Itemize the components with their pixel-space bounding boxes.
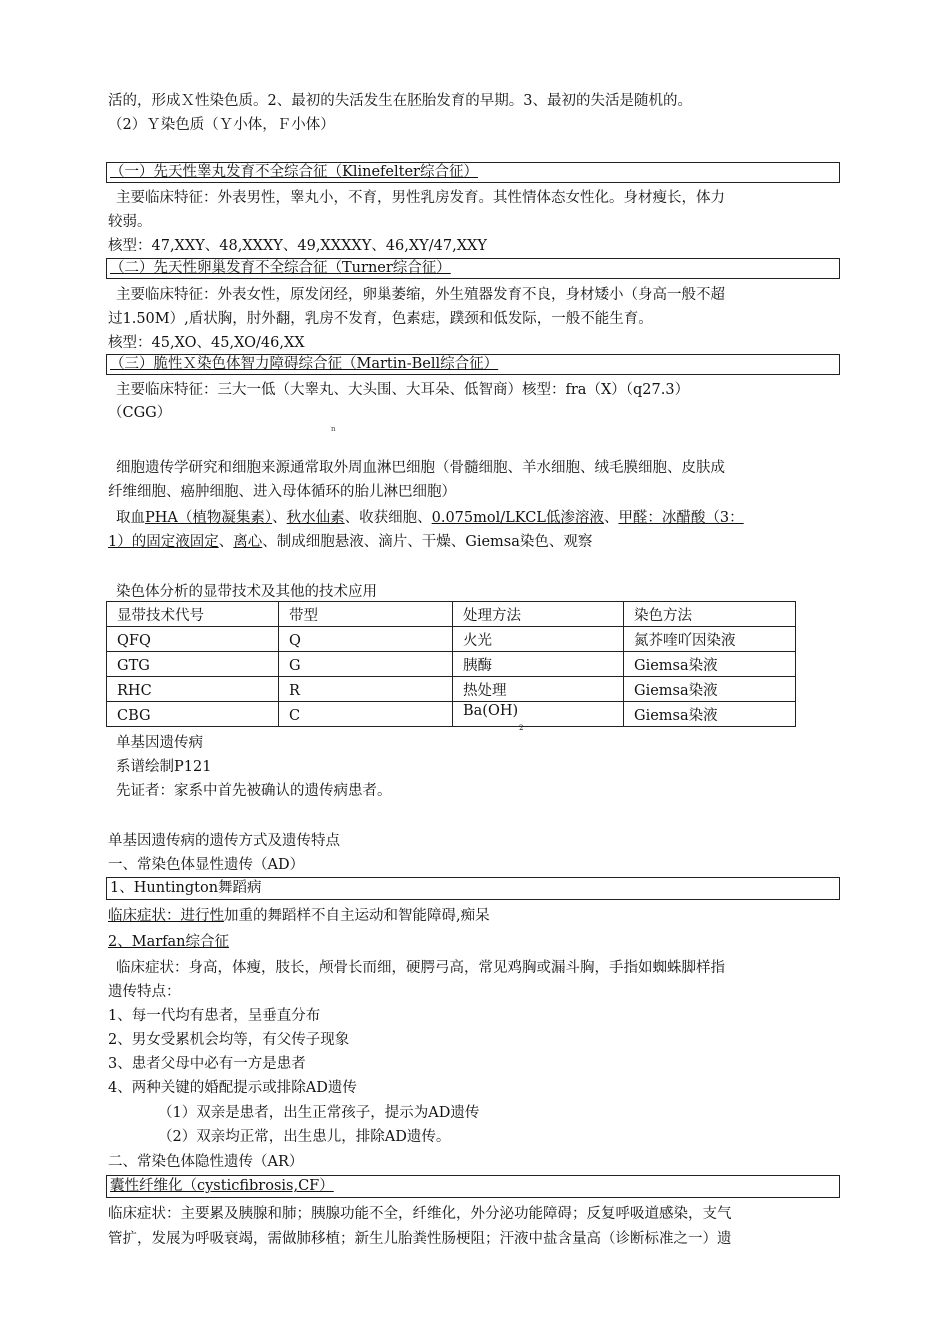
feature-item: 1、每一代均有患者，呈垂直分布 [108,1008,321,1024]
cf-clinical-cont: 管扩，发展为呼吸衰竭，需做肺移植；新生儿胎粪性肠梗阻；汗液中盐含量高（诊断标准之一）遗 [108,1231,732,1247]
klinefelter-clinical-cont: 较弱。 [108,214,152,230]
klinefelter-karyotype: 核型：47,XXY、48,XXXY、49,XXXXY、46,XY/47,XXY [108,238,487,254]
fragile-x-heading: （三）脆性Ｘ染色体智力障碍综合征（Martin-Bell综合征） [110,356,499,372]
inheritance-title: 单基因遗传病的遗传方式及遗传特点 [108,833,340,849]
small-mark: n [331,425,336,433]
table-row [107,702,796,727]
table-cell: CBG [107,702,279,727]
table-header-cell: 显带技术代号 [107,602,279,627]
fragile-x-clinical-cont: （CGG） [108,405,172,421]
section-heading-box [106,162,840,183]
klinefelter-heading: （一）先天性睾丸发育不全综合征（Klinefelter综合征） [110,164,478,180]
table-cell: GTG [107,652,279,677]
section-heading-box [106,354,840,375]
table-cell: Q [279,627,453,652]
huntington-heading: 1、Huntington舞蹈病 [110,880,262,896]
fragile-x-clinical: 主要临床特征：三大一低（大睾丸、大头围、大耳朵、低智商）核型：fra（X）（q27.3） [116,382,690,398]
procedure-line: 取血PHA（植物凝集素）、秋水仙素、收获细胞、0.075mol/LKCL低渗溶液、甲醛：冰醋酸（3： [116,510,744,526]
section-heading-box [106,258,840,279]
table-cell: R [279,677,453,702]
table-cell: 火光 [453,627,624,652]
table-row [107,677,796,702]
table-header-row [107,602,796,627]
table-cell: RHC [107,677,279,702]
banding-table [106,601,796,732]
table-header-cell: 处理方法 [453,602,624,627]
sub-feature-item: （2）双亲均正常，出生患儿，排除AD遗传。 [158,1129,451,1145]
features-title: 遗传特点： [108,984,181,1000]
table-header-cell: 染色方法 [624,602,796,627]
subscript: 2 [519,724,524,732]
table-cell: Giemsa染液 [624,652,796,677]
klinefelter-clinical: 主要临床特征：外表男性，睾丸小，不育，男性乳房发育。其性情体态女性化。身材瘦长，体力 [116,190,725,206]
text-line: （2）Ｙ染色质（Ｙ小体，Ｆ小体） [108,117,335,133]
table-row [107,652,796,677]
sub-feature-item: （1）双亲是患者，出生正常孩子，提示为AD遗传 [158,1105,480,1121]
table-cell: Giemsa染液 [624,702,796,727]
pedigree-text: 系谱绘制P121 [116,759,212,775]
table-cell: Ba(OH) 2 [453,702,624,727]
table-cell: 氮芥喹吖因染液 [624,627,796,652]
feature-item: 2、男女受累机会均等，有父传子现象 [108,1032,350,1048]
cell-source-text-cont: 纤维细胞、癌肿细胞、进入母体循环的胎儿淋巴细胞） [108,484,456,500]
cf-clinical: 临床症状：主要累及胰腺和肺；胰腺功能不全，纤维化，外分泌功能障碍；反复呼吸道感染，支气 [108,1206,732,1222]
text-line: 活的，形成Ｘ性染色质。2、最初的失活发生在胚胎发育的早期。3、最初的失活是随机的。 [108,93,692,109]
huntington-clinical: 临床症状：进行性加重的舞蹈样不自主运动和智能障碍,痴呆 [108,908,490,924]
procedure-line-cont: 1）的固定液固定、离心、制成细胞悬液、滴片、干燥、Giemsa染色、观察 [108,534,593,550]
turner-clinical-cont: 过1.50M）,盾状胸，肘外翻，乳房不发育，色素痣，蹼颈和低发际，一般不能生育。 [108,311,653,327]
table-cell: QFQ [107,627,279,652]
single-gene-title: 单基因遗传病 [116,735,203,751]
marfan-clinical: 临床症状：身高，体瘦，肢长，颅骨长而细，硬腭弓高，常见鸡胸或漏斗胸，手指如蜘蛛脚样指 [116,960,725,976]
cell-source-text: 细胞遗传学研究和细胞来源通常取外周血淋巴细胞（骨髓细胞、羊水细胞、绒毛膜细胞、皮肤成 [116,460,725,476]
table-header-cell: 带型 [279,602,453,627]
turner-clinical: 主要临床特征：外表女性，原发闭经，卵巢萎缩，外生殖器发育不良，身材矮小（身高一般不超 [116,287,725,303]
marfan-heading: 2、Marfan综合征 [108,934,229,950]
table-cell: 热处理 [453,677,624,702]
section-heading-box [106,1175,840,1198]
turner-karyotype: 核型：45,XO、45,XO/46,XX [108,335,305,351]
banding-title: 染色体分析的显带技术及其他的技术应用 [116,584,377,600]
table-cell: C [279,702,453,727]
feature-item: 4、两种关键的婚配提示或排除AD遗传 [108,1080,357,1096]
ar-title: 二、常染色体隐性遗传（AR） [108,1154,304,1170]
table-cell: 胰酶 [453,652,624,677]
turner-heading: （二）先天性卵巢发育不全综合征（Turner综合征） [110,260,451,276]
feature-item: 3、患者父母中必有一方是患者 [108,1056,306,1072]
cf-heading: 囊性纤维化（cysticfibrosis,CF） [110,1178,334,1194]
table-cell: G [279,652,453,677]
table-cell: Giemsa染液 [624,677,796,702]
section-heading-box [106,877,840,900]
table-row [107,627,796,652]
proband-definition: 先证者：家系中首先被确认的遗传病患者。 [116,783,392,799]
ad-title: 一、常染色体显性遗传（AD） [108,857,305,873]
